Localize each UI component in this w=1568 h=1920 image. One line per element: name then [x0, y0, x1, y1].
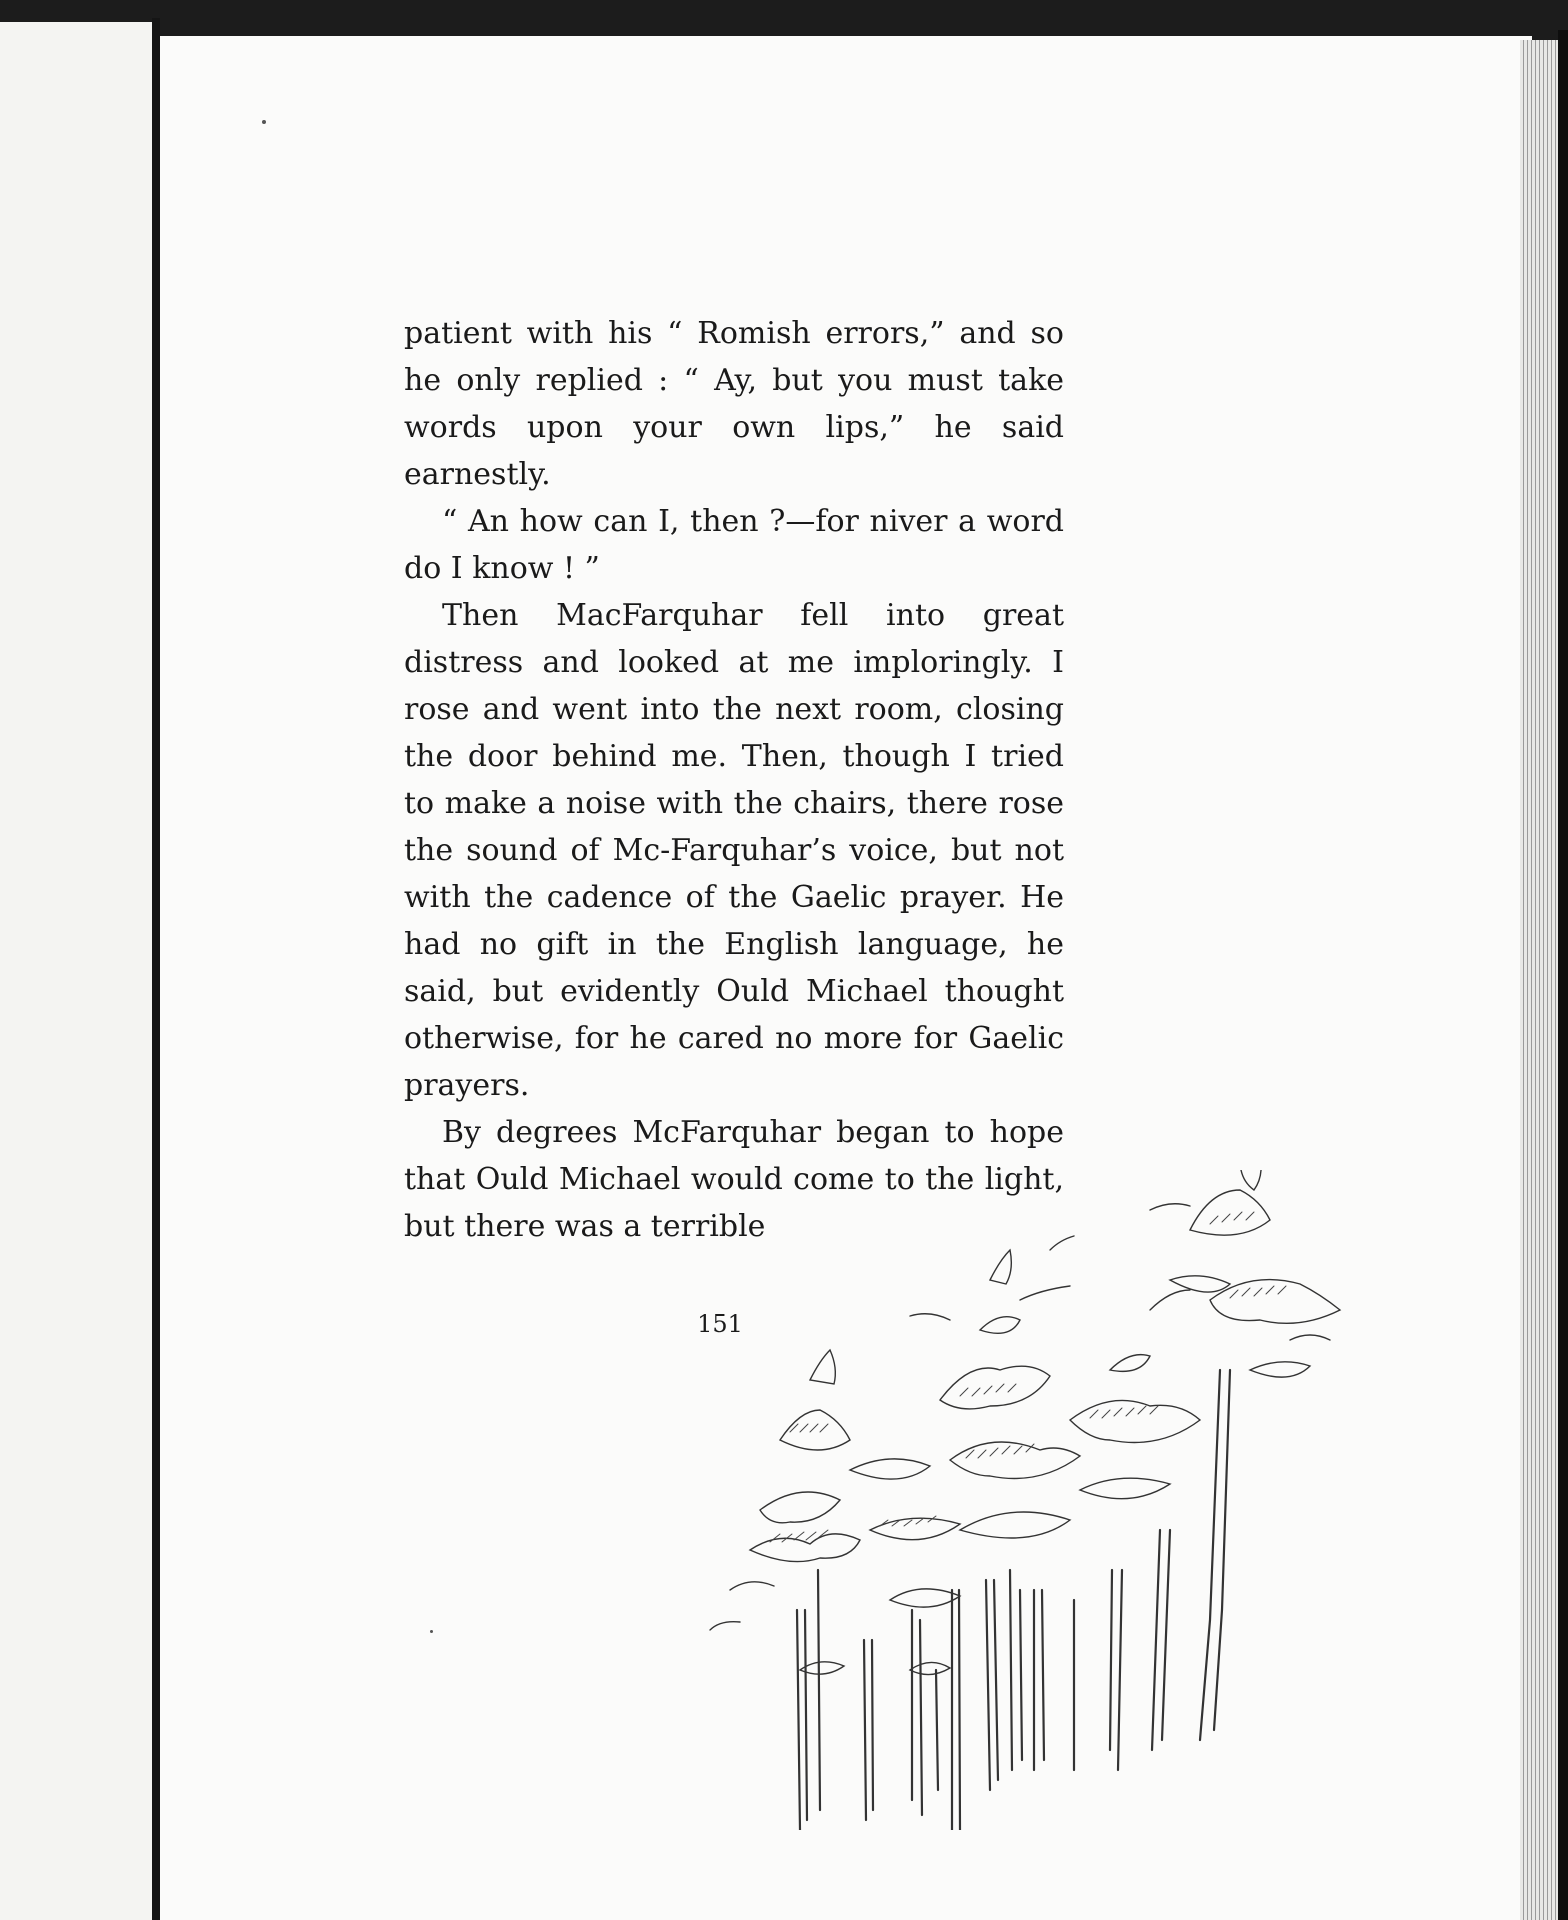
- page-edges: [1520, 40, 1558, 1920]
- scan-border: [1558, 30, 1568, 1920]
- paragraph: patient with his “ Romish errors,” and so he only replied : “ Ay, but you must take words upon your own lips,” he said earnestly.: [404, 316, 1064, 492]
- page-number: 151: [697, 1310, 743, 1338]
- body-text: [404, 310, 1064, 1250]
- paragraph: Then MacFarquhar fell into great distress and looked at me imploringly. I rose and went into the next room, closing the door behind me. Then, though I tried to make a noise with the chairs, there rose the sound of Mc-Farquhar’s voice, but not with the cadence of the Gaelic prayer. He had no gift in the English language, he said, but evidently Ould Michael thought otherwise, for he cared no more for Gaelic prayers.: [404, 598, 1064, 1103]
- dust-speck: [430, 1630, 433, 1633]
- binding-gutter: [152, 18, 160, 1920]
- left-page: [0, 22, 152, 1920]
- paragraph: “ An how can I, then ?—for niver a word do I know ! ”: [404, 504, 1064, 586]
- dust-speck: [262, 120, 266, 124]
- paragraph: By degrees McFarquhar began to hope that Ould Michael would come to the light, but there was a terrible: [404, 1115, 1064, 1244]
- pine-trees-illustration: [650, 1170, 1470, 1830]
